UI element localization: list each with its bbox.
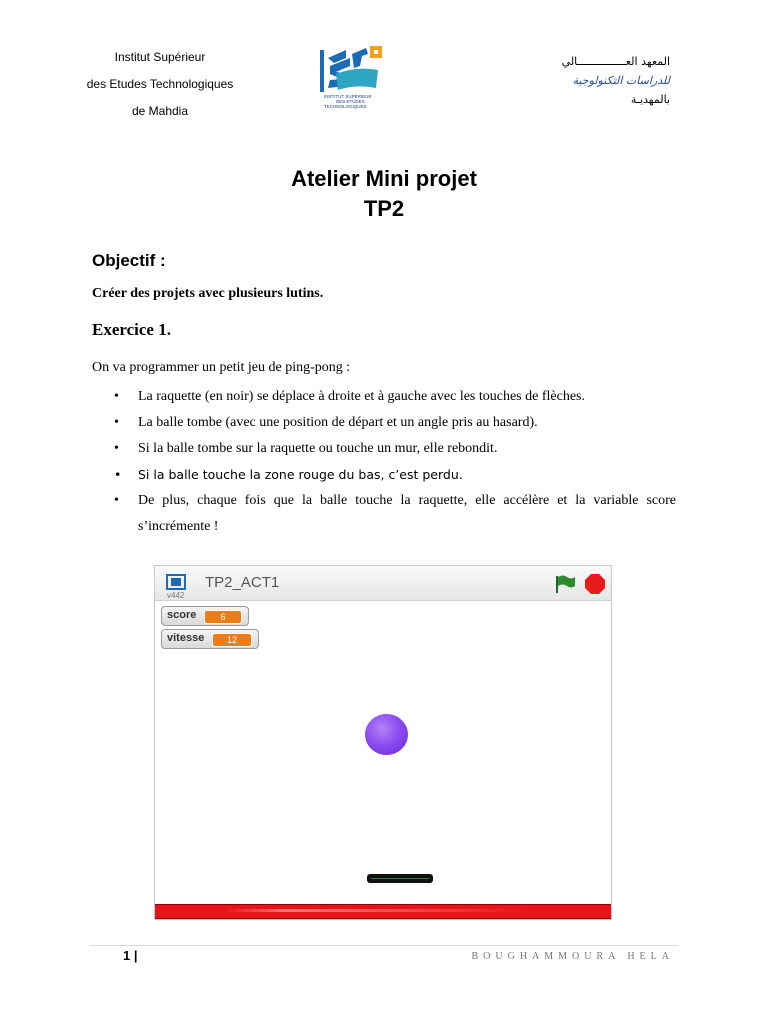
institute-name-ar — [562, 52, 670, 109]
variable-value: 6 — [204, 610, 242, 624]
variable-value: 12 — [212, 633, 252, 647]
institute-line-2: des Etudes Technologiques — [86, 77, 234, 91]
institute-name-fr — [70, 44, 250, 125]
variable-monitor-score — [161, 606, 249, 626]
paddle-highlight — [371, 878, 429, 879]
variable-name: score — [167, 609, 197, 621]
list-item: • Si la balle touche la zone rouge du bas, c’est perdu. — [92, 462, 676, 488]
institute-ar-line-1: المعهد العـــــــــــــــالي — [561, 55, 670, 68]
red-zone-highlight — [225, 909, 525, 912]
stop-icon[interactable] — [585, 574, 605, 594]
version-label: v442 — [167, 591, 185, 600]
stage-toolbar — [155, 566, 611, 601]
list-item: • Si la balle tombe sur la raquette ou touche un mur, elle rebondit. — [92, 436, 676, 462]
institute-ar-line-3: بالمهديـة — [630, 93, 670, 106]
scratch-stage — [154, 565, 612, 920]
footer-divider — [90, 945, 678, 946]
objective-text: Créer des projets avec plusieurs lutins. — [92, 286, 324, 301]
list-item: • De plus, chaque fois que la balle touche la raquette, elle accélère et la variable score s’incrémente ! — [92, 488, 676, 540]
project-title: TP2_ACT1 — [205, 574, 280, 591]
ball-sprite — [365, 714, 408, 755]
logo-text-2: DES ETUDES — [336, 99, 365, 104]
objective-heading: Objectif : — [92, 251, 166, 270]
institute-ar-line-2: للدراسات التكنولوجية — [572, 74, 670, 87]
exercise-heading: Exercice 1. — [92, 320, 171, 339]
list-item: • La balle tombe (avec une position de départ et un angle pris au hasard). — [92, 410, 676, 436]
document-subtitle: TP2 — [363, 196, 405, 221]
exercise-intro: On va programmer un petit jeu de ping-pong : — [92, 360, 351, 375]
fullscreen-icon[interactable] — [166, 574, 186, 590]
document-title: Atelier Mini projet — [291, 166, 477, 191]
institute-line-3: de Mahdia — [131, 104, 189, 118]
variable-name: vitesse — [167, 632, 205, 644]
page-number: 1 | — [123, 948, 138, 963]
list-item: • La raquette (en noir) se déplace à droite et à gauche avec les touches de flèches. — [92, 384, 676, 410]
exercise-bullet-list — [92, 384, 676, 540]
variable-monitor-vitesse — [161, 629, 259, 649]
logo-text-3: TECHNOLOGIQUES — [324, 104, 367, 109]
green-flag-icon[interactable] — [554, 574, 576, 594]
iset-logo — [316, 44, 386, 112]
institute-line-1: Institut Supérieur — [114, 50, 206, 64]
logo-text-1: INSTITUT SUPÉRIEUR — [324, 94, 372, 99]
author-name: BOUGHAMMOURA HELA — [471, 951, 674, 962]
